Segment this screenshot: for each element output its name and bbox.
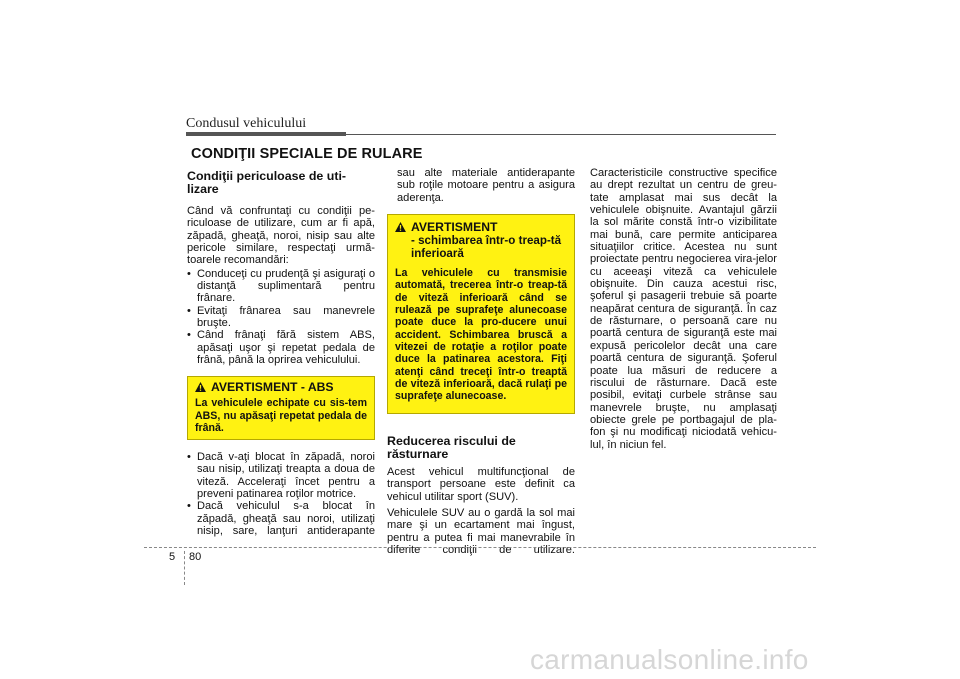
stuck-vehicle-list — [187, 451, 375, 537]
continuation-paragraph: sau alte materiale antiderapante sub roţile motoare pentru a asigura aderenţa. — [397, 167, 575, 204]
warning-triangle-icon — [195, 382, 206, 392]
page-number: 80 — [189, 551, 202, 563]
heading-rollover-risk: Reducerea riscului de răsturnare — [387, 433, 516, 461]
warning-box-downshift — [387, 214, 575, 414]
warning-header — [395, 221, 567, 234]
section-title: CONDIŢII SPECIALE DE RULARE — [191, 146, 423, 162]
column-middle — [387, 167, 575, 556]
warning-title: AVERTISMENT - ABS — [211, 380, 334, 395]
warning-header — [195, 381, 367, 394]
rollover-paragraph: Caracteristicile constructive specifice au drept rezultat un centru de greu-tate amplasat mai sus decât la vehiculele obişnuite. Avantajul gărzii la sol mărite constă într-o vizibilitate mai bună, care permite anticiparea situaţiilor critice. Acestea nu sunt proiectate pentru negocierea vira-jelor cu aceeaşi viteză ca vehiculele obişnuite. Din cauza acestui risc, şoferul şi pasagerii trebuie să poarte neapărat centura de siguranţă. În caz de răsturnare, o persoană care nu poartă centura de siguranţă este mai expusă pericolelor decât una care poartă centura de siguranţă. Şoferul poate lua măsuri de reducere a riscului de răsturnare. Dacă este posibil, evitaţi curbele strânse sau manevrele bruşte, nu amplasaţi obiecte grele pe portbagajul de pla-fon şi nu modificaţi niciodată vehicu-lul, în niciun fel. — [590, 167, 777, 451]
intro-paragraph: Când vă confruntaţi cu condiţii pe-riculoase de utilizare, cum ar fi apă, zăpadă, gheaţă, noroi, nisip sau alte pericole similare, respectaţi urmă-toarele recomandări: — [187, 205, 375, 267]
column-right — [590, 167, 777, 451]
watermark: carmanualsonline.info — [530, 644, 809, 675]
footer-rule — [144, 547, 816, 548]
heading-dangerous-conditions: Condiţii periculoase de uti-lizare — [187, 169, 347, 196]
list-item: • Conduceţi cu prudenţă şi asiguraţi o distanţă suplimentară pentru frânare. — [187, 268, 375, 305]
recommendations-list — [187, 268, 375, 367]
header-rule-accent — [186, 132, 346, 136]
suv-definition-paragraph: Acest vehicul multifuncţional de transport persoane este definit ca vehicul utilitar sport (SUV). — [387, 465, 575, 503]
section-number: 5 — [169, 551, 176, 563]
warning-body: La vehiculele cu transmisie automată, trecerea într-o treap-tă de viteză inferioară când se rulează pe suprafeţe alunecoase poate duce la pro-ducere unui accident. Schimbarea bruscă a vitezei de rotaţie a roţilor poate duce la patinarea acestora. Fiţi atenţi când treceţi într-o treaptă de viteză inferioară, dacă rulaţi pe suprafeţe alunecoase. — [395, 267, 567, 403]
column-left — [187, 170, 375, 537]
list-item: • Când frânaţi fără sistem ABS, apăsaţi uşor şi repetat pedala de frână, până la oprirea vehiculului. — [187, 329, 375, 366]
list-item: • Dacă v-aţi blocat în zăpadă, noroi sau nisip, utilizaţi treapta a doua de viteză. Acceleraţi încet pentru a preveni patinarea roţilor motrice. — [187, 451, 375, 500]
warning-title: AVERTISMENT — [411, 220, 498, 235]
warning-subtitle: - schimbarea într-o treap-tă inferioară — [411, 234, 562, 261]
warning-triangle-icon — [395, 222, 406, 232]
chapter-title: Condusul vehiculului — [186, 116, 307, 131]
footer-divider — [184, 551, 185, 585]
warning-body: La vehiculele echipate cu sis-tem ABS, nu apăsaţi repetat pedala de frână. — [195, 397, 367, 434]
list-item: • Dacă vehiculul s-a blocat în zăpadă, gheaţă sau noroi, utilizaţi nisip, sare, lanţuri antiderapante — [187, 500, 375, 537]
suv-clearance-paragraph: Vehiculele SUV au o gardă la sol mai mare şi un ecartament mai îngust, pentru a putea fi mai manevrabile în diferite condiţii de utilizare. — [387, 506, 575, 556]
list-item: • Evitaţi frânarea sau manevrele bruşte. — [187, 305, 375, 330]
warning-box-abs — [187, 376, 375, 440]
